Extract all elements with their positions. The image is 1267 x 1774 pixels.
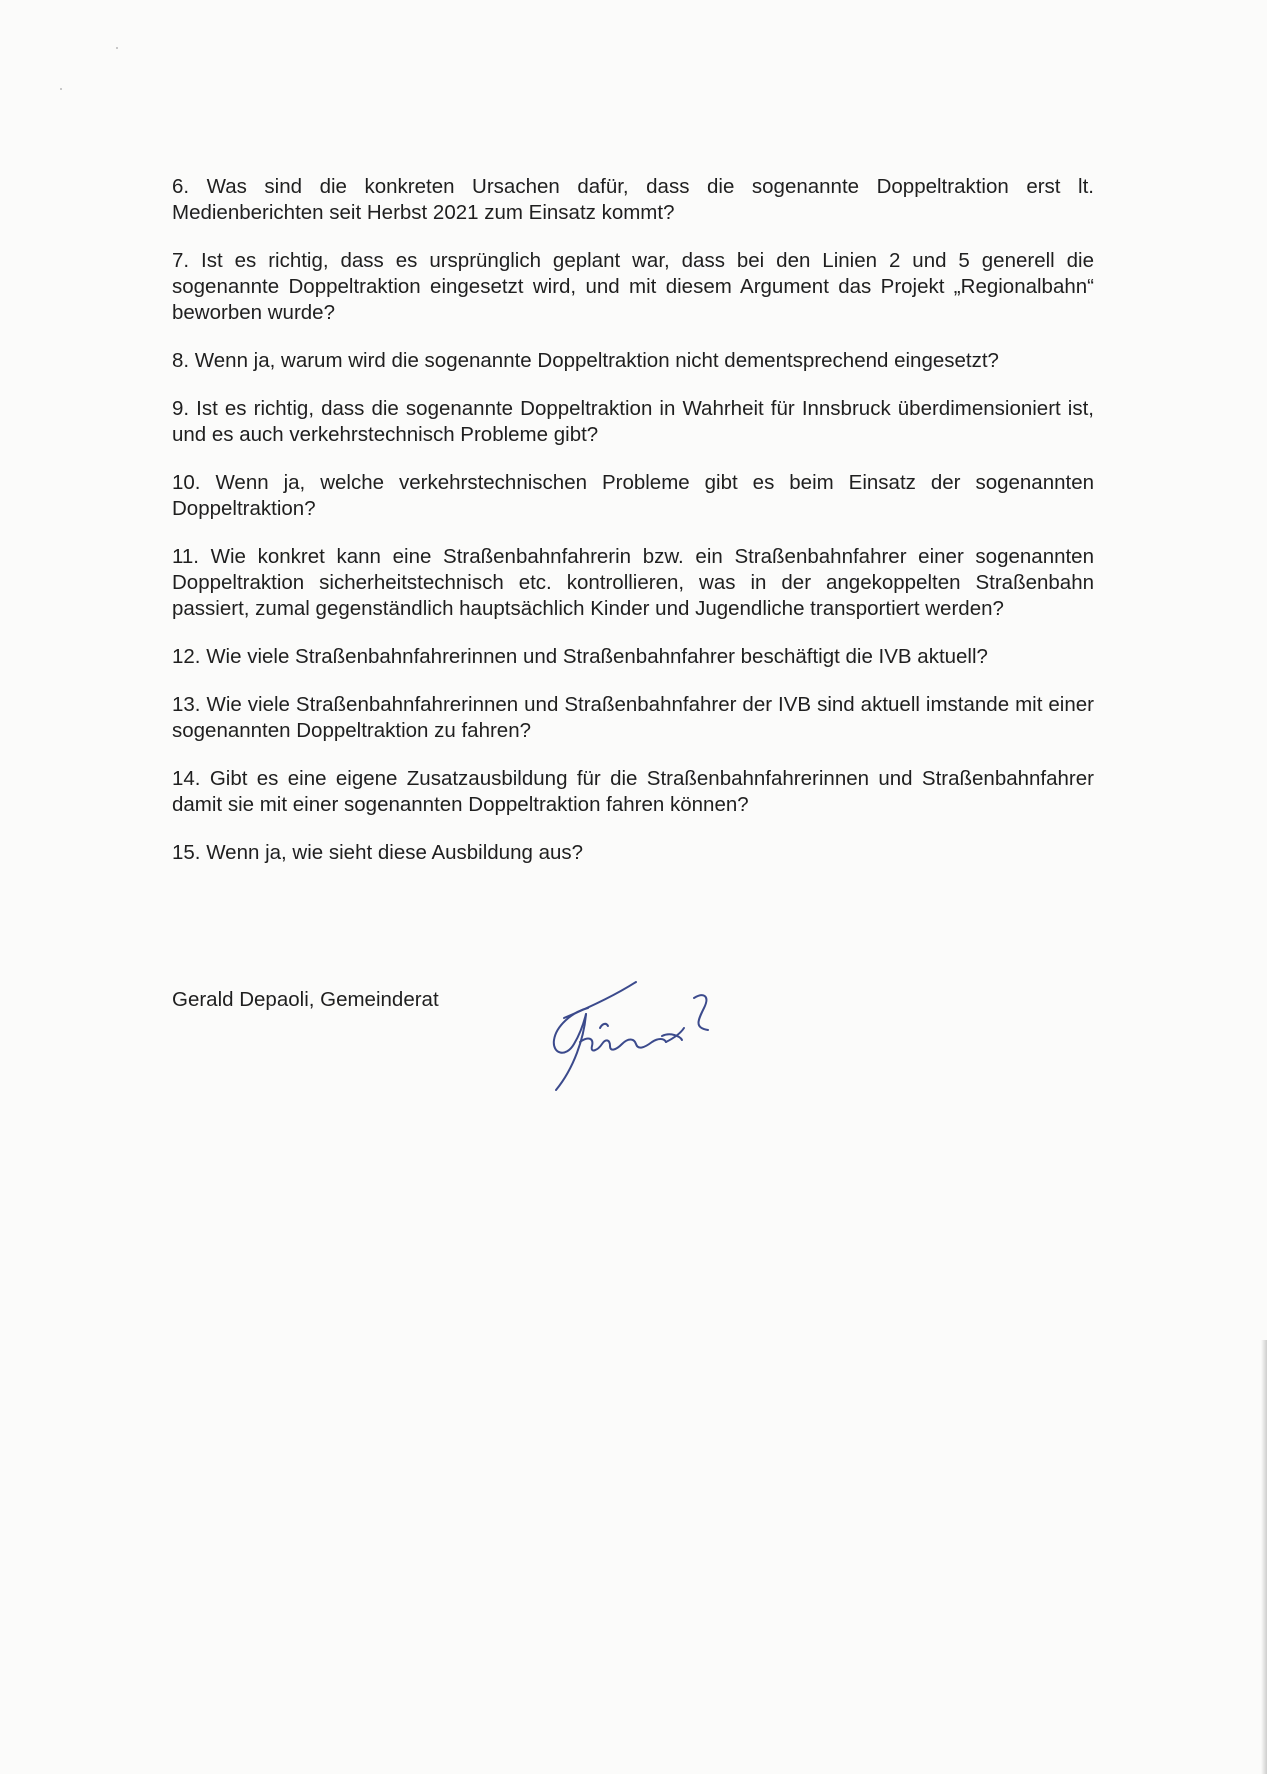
question-list: [172, 174, 1094, 888]
question-14: 14. Gibt es eine eigene Zusatzausbildung für die Straßenbahnfahrerinnen und Straßenbahnfahrer damit sie mit einer sogenannten Doppeltraktion fahren können?: [172, 767, 1094, 816]
question-10: 10. Wenn ja, welche verkehrstechnischen Probleme gibt es beim Einsatz der sogenannten Doppeltraktion?: [172, 471, 1094, 520]
scan-speck: [116, 47, 118, 49]
question-15: 15. Wenn ja, wie sieht diese Ausbildung aus?: [172, 841, 584, 864]
scan-edge-shadow: [1261, 1340, 1267, 1774]
question-11: 11. Wie konkret kann eine Straßenbahnfahrerin bzw. ein Straßenbahnfahrer einer sogenannten Doppeltraktion sicherheitstechnisch etc. kontrollieren, was in der angekoppelten Straßenbahn passiert, zumal gegenständlich hauptsächlich Kinder und Jugendliche transportiert werden?: [172, 545, 1094, 620]
question-12: 12. Wie viele Straßenbahnfahrerinnen und Straßenbahnfahrer beschäftigt die IVB aktuell?: [172, 645, 988, 668]
question-13: 13. Wie viele Straßenbahnfahrerinnen und Straßenbahnfahrer der IVB sind aktuell imstande mit einer sogenannten Doppeltraktion zu fahren?: [172, 693, 1094, 742]
question-7: 7. Ist es richtig, dass es ursprünglich geplant war, dass bei den Linien 2 und 5 generell die sogenannte Doppeltraktion eingesetzt wird, und mit diesem Argument das Projekt „Regionalbahn“ beworben wurde?: [172, 249, 1094, 324]
handwritten-signature: [544, 978, 762, 1096]
question-6: 6. Was sind die konkreten Ursachen dafür, dass die sogenannte Doppeltraktion erst lt. Medienberichten seit Herbst 2021 zum Einsatz kommt?: [172, 175, 1094, 224]
question-8: 8. Wenn ja, warum wird die sogenannte Doppeltraktion nicht dementsprechend eingesetzt?: [172, 349, 999, 372]
scan-speck: [60, 88, 62, 90]
signer-name: Gerald Depaoli, Gemeinderat: [172, 988, 439, 1011]
question-9: 9. Ist es richtig, dass die sogenannte Doppeltraktion in Wahrheit für Innsbruck überdimensioniert ist, und es auch verkehrstechnisch Probleme gibt?: [172, 397, 1094, 446]
